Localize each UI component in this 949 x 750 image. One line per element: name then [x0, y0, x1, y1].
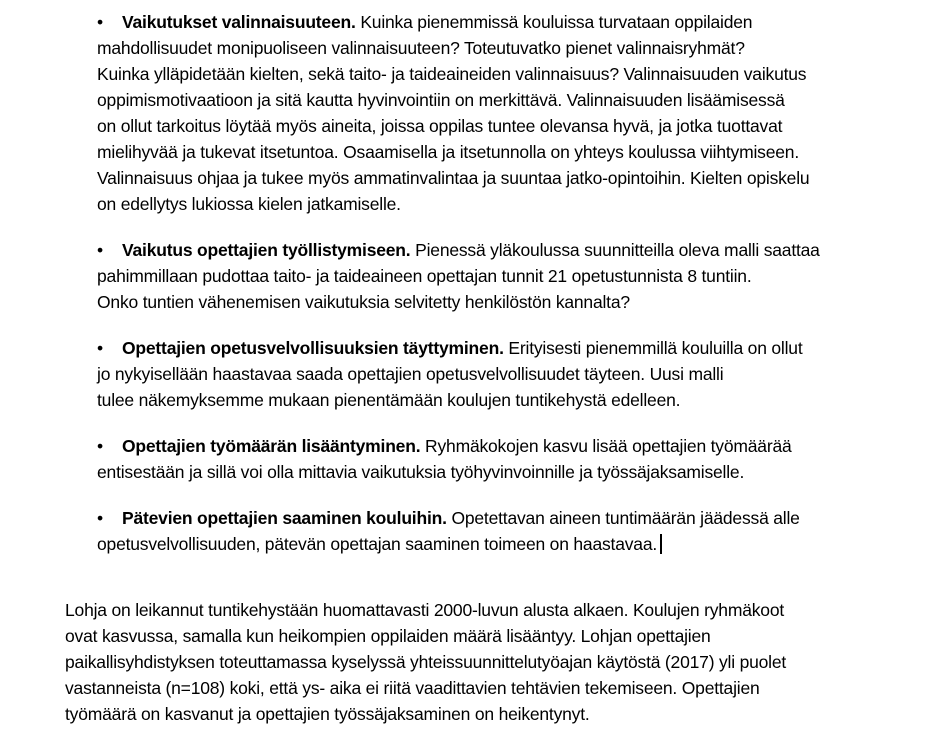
bullet-item-3[interactable] — [97, 335, 949, 413]
bullet-icon: • — [97, 436, 103, 456]
text-line — [97, 531, 949, 557]
text-line: Onko tuntien vähenemisen vaikutuksia selvitetty henkilöstön kannalta? — [97, 292, 630, 312]
text-line — [97, 505, 949, 531]
bullet-icon: • — [97, 338, 103, 358]
text-line: vastanneista (n=108) koki, että ys- aika ei riitä vaadittavien tehtävien tekemiseen. Opettajien — [65, 678, 760, 698]
bullet-title: Pätevien opettajien saaminen kouluihin. — [122, 508, 447, 528]
bullet-title: Opettajien työmäärän lisääntyminen. — [122, 436, 421, 456]
bullet-title: Vaikutus opettajien työllistymiseen. — [122, 240, 411, 260]
text-line: työmäärä on kasvanut ja opettajien työssäjaksaminen on heikentynyt. — [65, 704, 590, 724]
bullet-icon: • — [97, 240, 103, 260]
bullet-text: Opetettavan aineen tuntimäärän jäädessä alle — [451, 508, 800, 528]
text-line — [97, 335, 949, 361]
text-line: ovat kasvussa, samalla kun heikompien oppilaiden määrä lisääntyy. Lohjan opettajien — [65, 626, 711, 646]
bullet-text: opetusvelvollisuuden, pätevän opettajan saaminen toimeen on haastavaa. — [97, 534, 658, 554]
text-line — [97, 9, 949, 35]
bullet-item-4[interactable] — [97, 433, 949, 485]
closing-paragraph[interactable] — [65, 597, 949, 727]
text-line: tulee näkemyksemme mukaan pienentämään koulujen tuntikehystä edelleen. — [97, 390, 681, 410]
bullet-text: Kuinka pienemmissä kouluissa turvataan oppilaiden — [360, 12, 753, 32]
text-line — [97, 237, 949, 263]
bullet-title: Vaikutukset valinnaisuuteen. — [122, 12, 356, 32]
bullet-icon: • — [97, 508, 103, 528]
text-line: entisestään ja sillä voi olla mittavia vaikutuksia työhyvinvoinnille ja työssäjaksamiselle. — [97, 462, 745, 482]
text-line: oppimismotivaatioon ja sitä kautta hyvinvointiin on merkittävä. Valinnaisuuden lisäämisessä — [97, 90, 785, 110]
bullet-item-5[interactable] — [97, 505, 949, 557]
bullet-item-1[interactable] — [97, 9, 949, 217]
text-line: paikallisyhdistyksen toteuttamassa kyselyssä yhteissuunnittelutyöajan käytöstä (2017) yli puolet — [65, 652, 787, 672]
text-line: Lohja on leikannut tuntikehystään huomattavasti 2000-luvun alusta alkaen. Koulujen ryhmäkoot — [65, 600, 785, 620]
text-line: pahimmillaan pudottaa taito- ja taideaineen opettajan tunnit 21 opetustunnista 8 tuntiin. — [97, 266, 752, 286]
text-line: mielihyvää ja tukevat itsetuntoa. Osaamisella ja itsetunnolla on yhteys koulussa viihtymiseen. — [97, 142, 799, 162]
bullet-item-2[interactable] — [97, 237, 949, 315]
text-line: mahdollisuudet monipuoliseen valinnaisuuteen? Toteutuvatko pienet valinnaisryhmät? — [97, 38, 745, 58]
bullet-title: Opettajien opetusvelvollisuuksien täyttyminen. — [122, 338, 504, 358]
text-line: Kuinka ylläpidetään kielten, sekä taito- ja taideaineiden valinnaisuus? Valinnaisuuden vaikutus — [97, 64, 807, 84]
bullet-text: Ryhmäkokojen kasvu lisää opettajien työmäärää — [425, 436, 792, 456]
text-line: jo nykyisellään haastavaa saada opettajien opetusvelvollisuudet täyteen. Uusi malli — [97, 364, 724, 384]
text-line: on edellytys lukiossa kielen jatkamiselle. — [97, 194, 401, 214]
text-line: on ollut tarkoitus löytää myös aineita, joissa oppilas tuntee olevansa hyvä, ja jotka tuottavat — [97, 116, 783, 136]
bullet-text: Pienessä yläkoulussa suunnitteilla oleva malli saattaa — [415, 240, 820, 260]
bullet-icon: • — [97, 12, 103, 32]
text-cursor — [660, 534, 662, 554]
bullet-text: Erityisesti pienemmillä kouluilla on ollut — [508, 338, 803, 358]
text-line — [97, 433, 949, 459]
text-line: Valinnaisuus ohjaa ja tukee myös ammatinvalintaa ja suuntaa jatko-opintoihin. Kielten opiskelu — [97, 168, 810, 188]
